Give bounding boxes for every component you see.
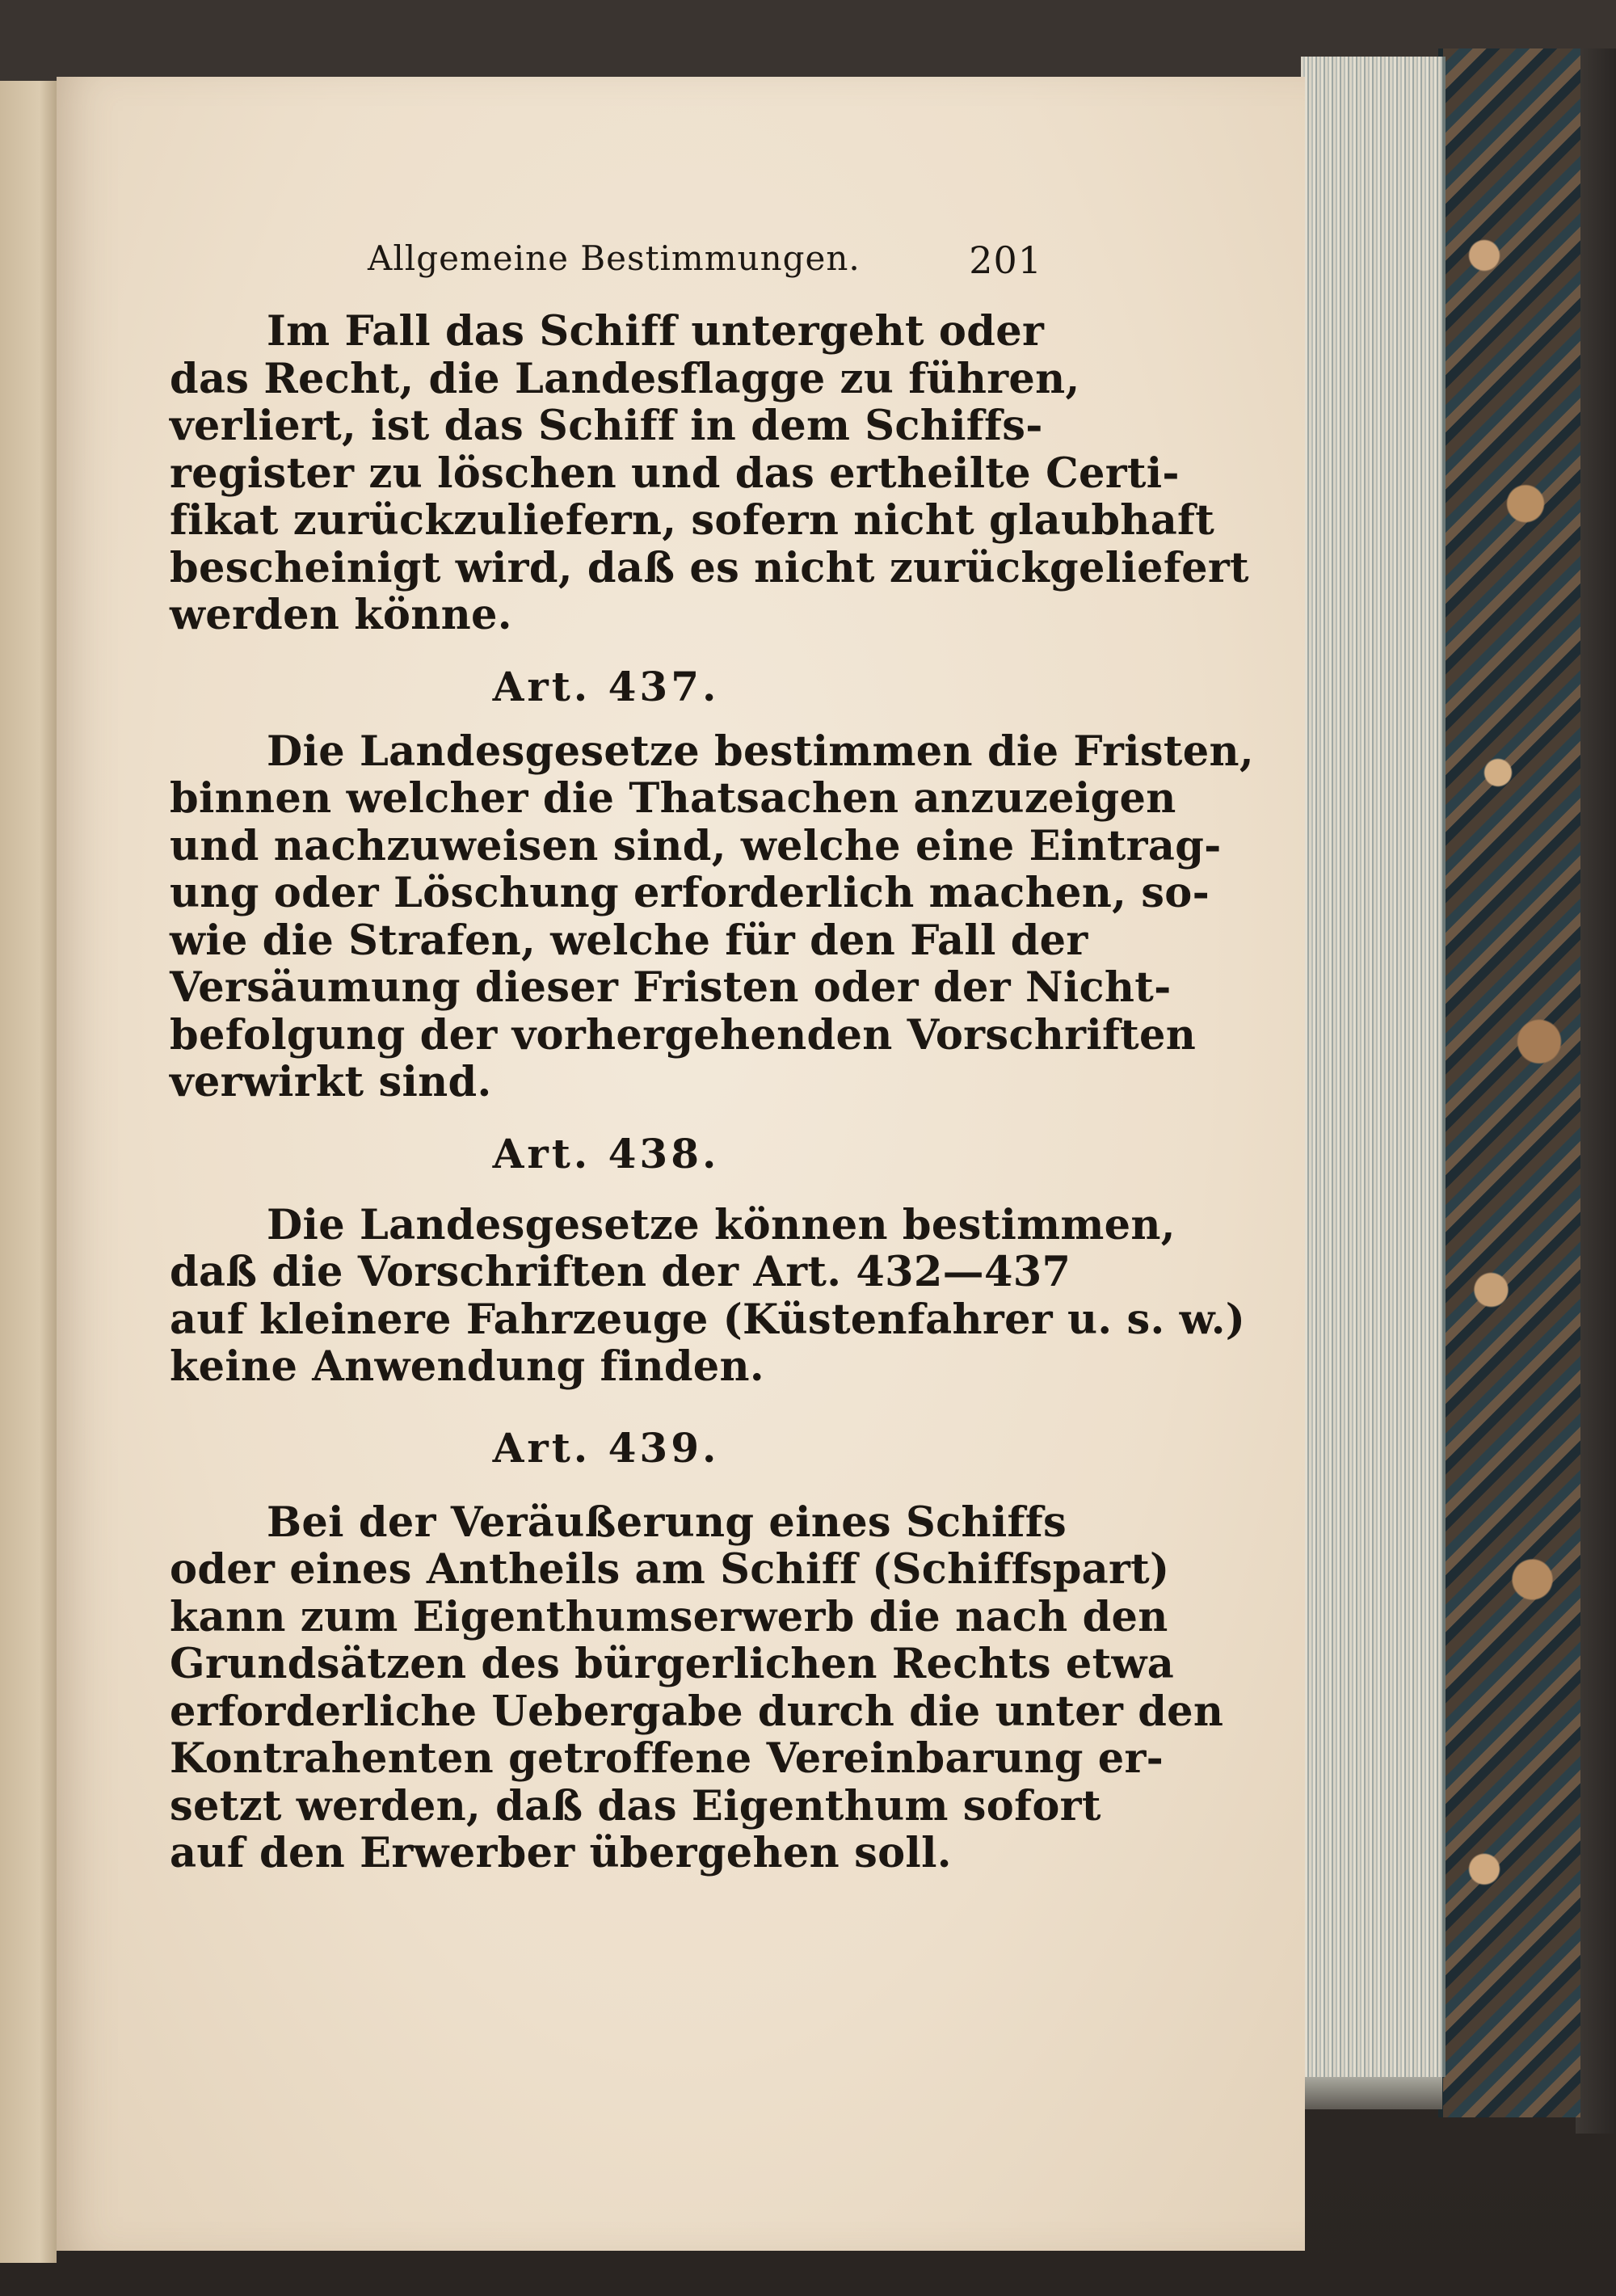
page-content — [170, 238, 1254, 1877]
text-line: Versäumung dieser Fristen oder der Nicht- — [170, 963, 1172, 1012]
text-line: oder eines Antheils am Schiff (Schiffspart) — [170, 1545, 1170, 1594]
text-line: Grundsätzen des bürgerlichen Rechts etwa — [170, 1640, 1175, 1688]
book-cover-edge — [1576, 48, 1616, 2134]
text-line: Die Landesgesetze können bestimmen, — [267, 1200, 1176, 1249]
text-line: register zu löschen und das ertheilte Certi- — [170, 449, 1180, 498]
text-line: ung oder Löschung erforderlich machen, so- — [170, 869, 1210, 917]
marbled-cover — [1438, 48, 1580, 2117]
paragraph-art-438 — [170, 1200, 1246, 1391]
text-line: werden könne. — [170, 591, 512, 639]
text-line: auf kleinere Fahrzeuge (Küstenfahrer u. s. w.) — [170, 1295, 1246, 1344]
paragraph-art-439 — [170, 1498, 1224, 1877]
text-line: keine Anwendung finden. — [170, 1342, 764, 1391]
text-line: kann zum Eigenthumserwerb die nach den — [170, 1592, 1168, 1641]
facing-page-edge — [0, 81, 57, 2263]
text-line: wie die Strafen, welche für den Fall der — [170, 916, 1088, 965]
text-line: binnen welcher die Thatsachen anzuzeigen — [170, 774, 1176, 823]
article-heading-437: Art. 437. — [492, 662, 720, 710]
text-line: daß die Vorschriften der Art. 432—437 — [170, 1248, 1071, 1296]
article-heading-439: Art. 439. — [492, 1423, 720, 1472]
text-line: auf den Erwerber übergehen soll. — [170, 1829, 952, 1877]
text-line: Die Landesgesetze bestimmen die Fristen, — [267, 727, 1254, 776]
text-line: Bei der Veräußerung eines Schiffs — [267, 1498, 1067, 1547]
paragraph-art-437 — [170, 727, 1254, 1106]
page-block-edges — [1301, 57, 1446, 2077]
text-line: setzt werden, daß das Eigenthum sofort — [170, 1781, 1101, 1830]
running-head-title: Allgemeine Bestimmungen. — [368, 238, 861, 278]
text-line: das Recht, die Landesflagge zu führen, — [170, 354, 1080, 403]
running-head — [170, 238, 1042, 303]
page-number: 201 — [969, 238, 1042, 282]
text-line: verwirkt sind. — [170, 1058, 492, 1106]
paragraph-fall-untergang — [170, 307, 1249, 639]
book-page — [57, 77, 1305, 2251]
text-line: fikat zurückzuliefern, sofern nicht glaubhaft — [170, 496, 1215, 545]
article-heading-438: Art. 438. — [492, 1129, 720, 1177]
text-line: Im Fall das Schiff untergeht oder — [267, 307, 1045, 356]
text-line: bescheinigt wird, daß es nicht zurückgeliefert — [170, 543, 1249, 592]
text-line: und nachzuweisen sind, welche eine Eintrag- — [170, 821, 1222, 870]
text-line: befolgung der vorhergehenden Vorschriften — [170, 1010, 1197, 1060]
text-line: erforderliche Uebergabe durch die unter den — [170, 1687, 1224, 1736]
text-line: verliert, ist das Schiff in dem Schiffs- — [170, 402, 1043, 450]
text-line: Kontrahenten getroffene Vereinbarung er- — [170, 1734, 1164, 1783]
